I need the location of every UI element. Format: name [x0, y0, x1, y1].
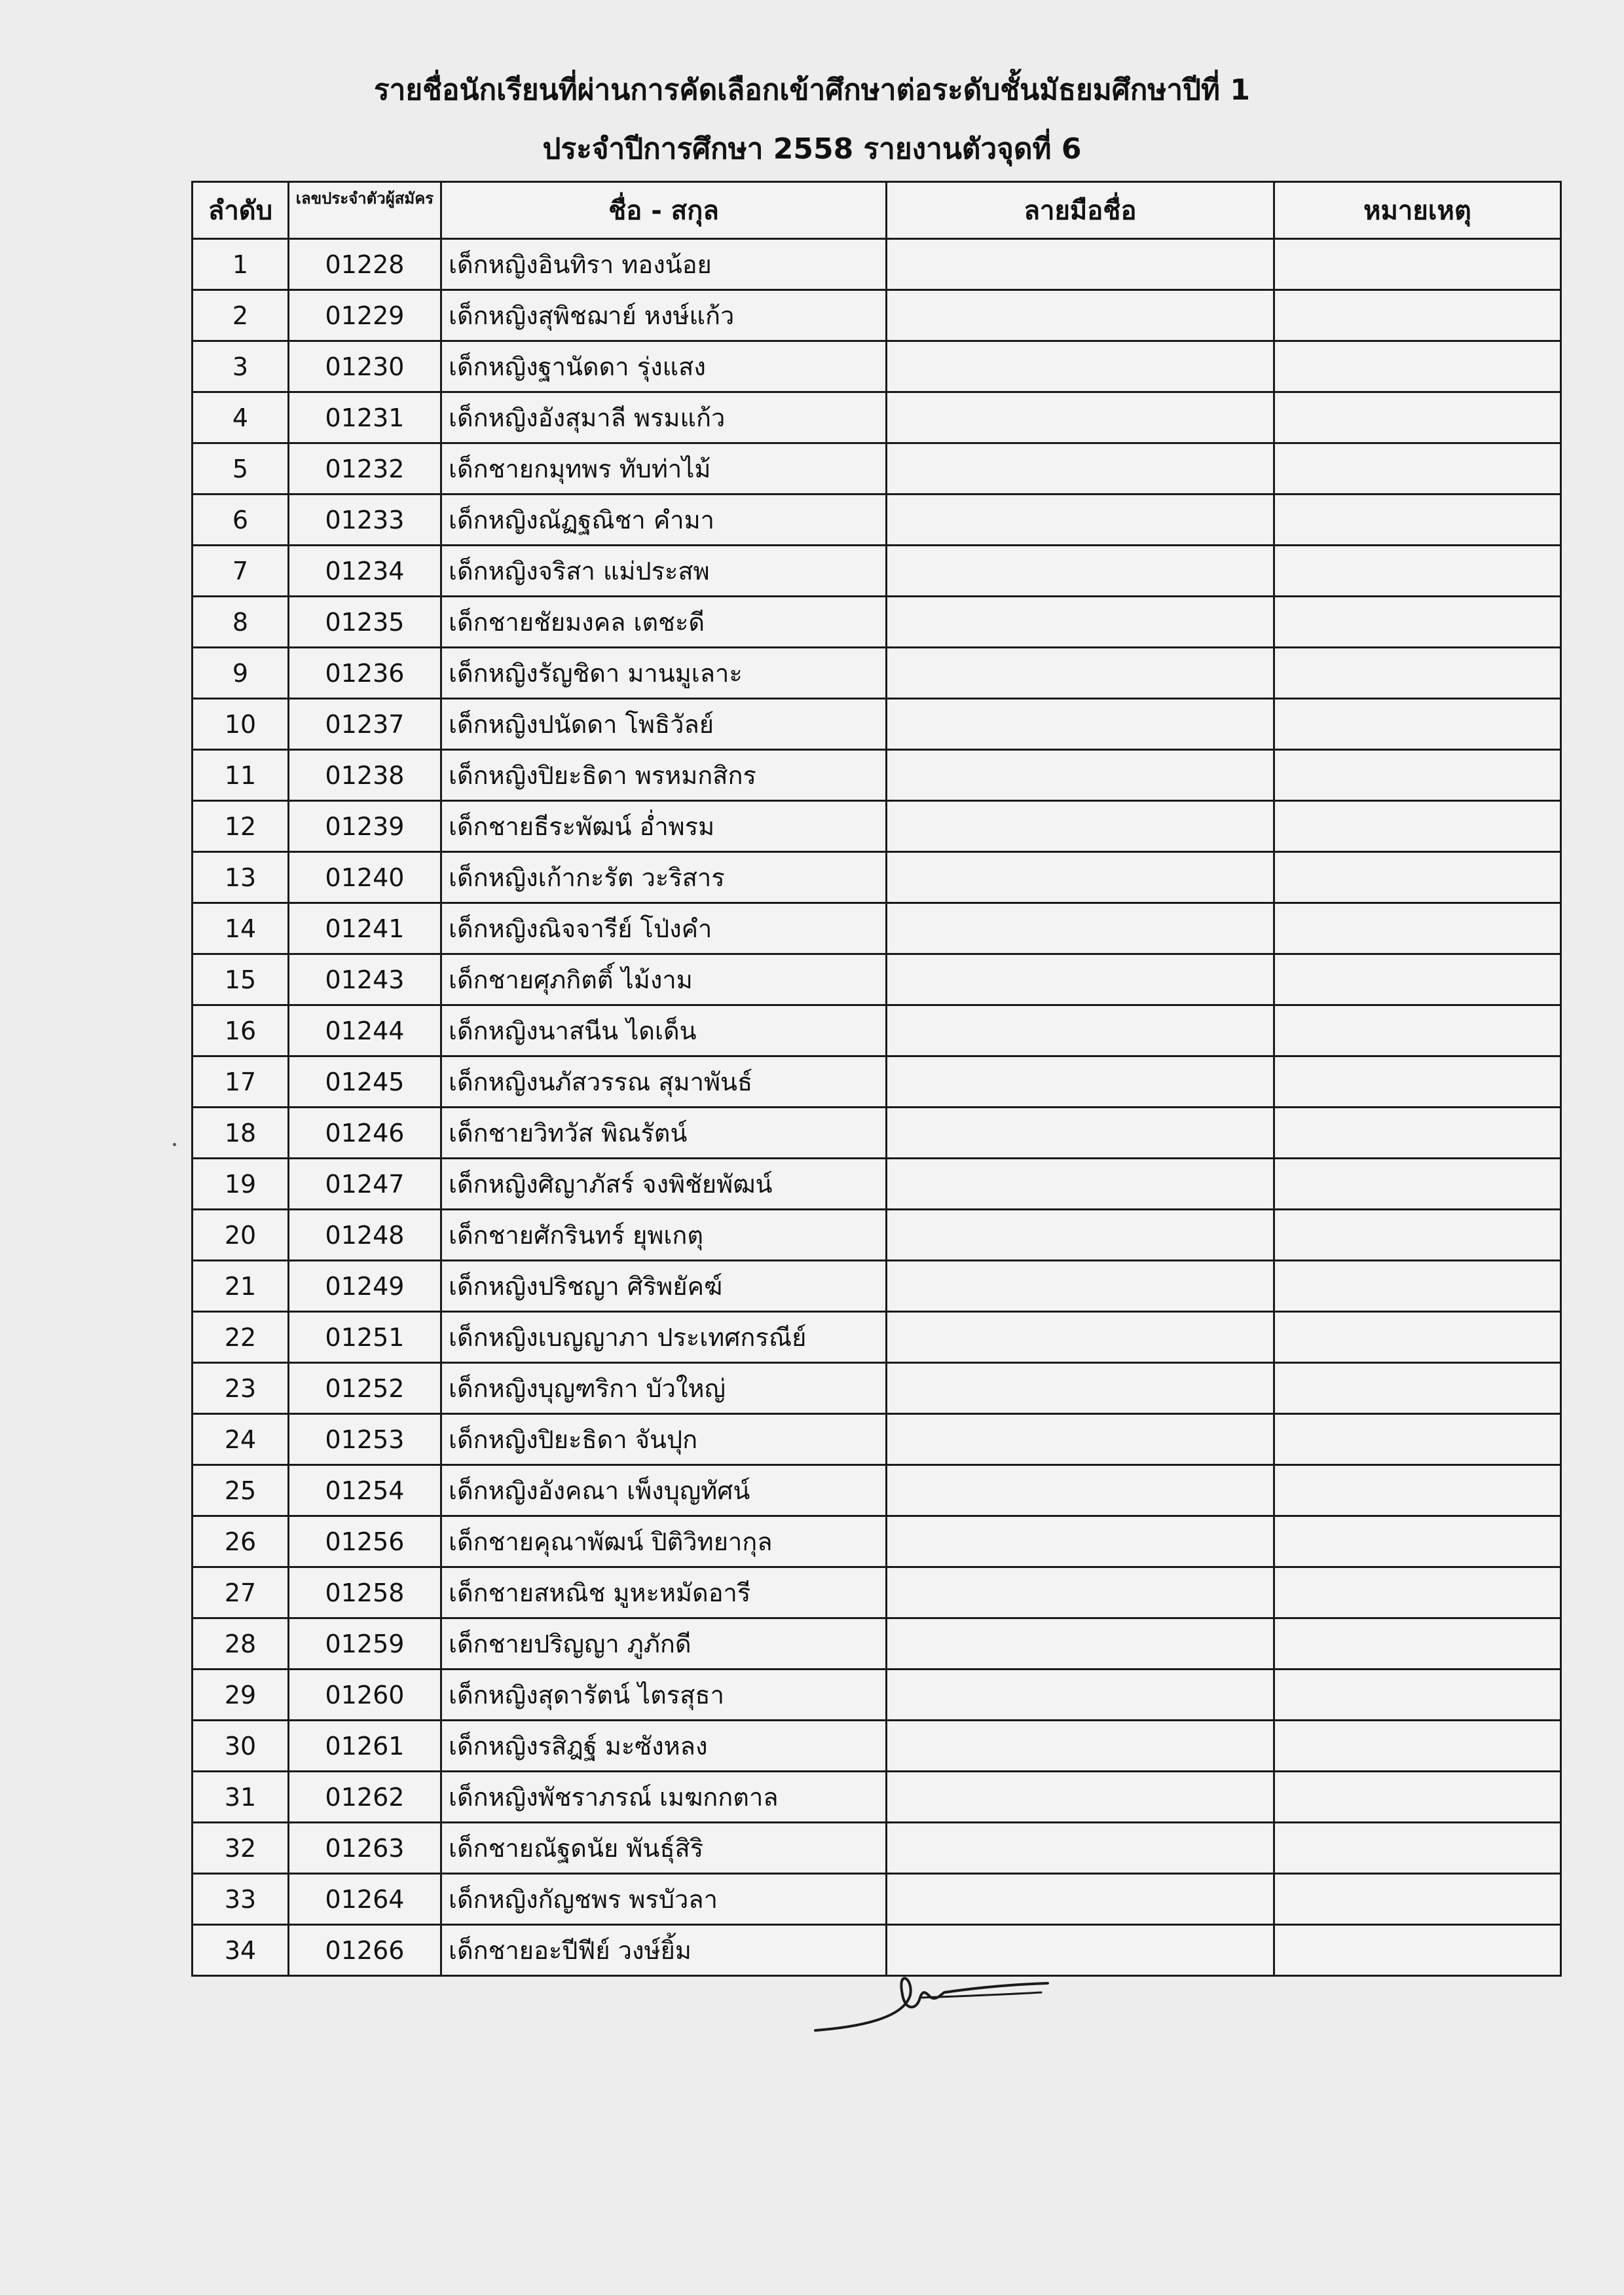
row-order-cell: 11 — [193, 750, 289, 801]
row-signature-cell — [887, 1721, 1274, 1772]
table-row — [193, 1363, 1561, 1414]
table-row — [193, 341, 1561, 392]
table-row — [193, 903, 1561, 954]
table-row — [193, 290, 1561, 341]
row-order-cell: 1 — [193, 239, 289, 290]
row-name-cell: เด็กหญิงศิญาภัสร์ จงพิชัยพัฒน์ — [441, 1159, 887, 1210]
row-applicant-id-cell: 01239 — [289, 801, 441, 852]
row-applicant-id-cell: 01256 — [289, 1516, 441, 1567]
header-signature: ลายมือชื่อ — [887, 182, 1274, 239]
row-order-cell: 18 — [193, 1108, 289, 1159]
row-remark-cell — [1274, 1516, 1561, 1567]
row-signature-cell — [887, 1670, 1274, 1721]
row-order-cell: 19 — [193, 1159, 289, 1210]
row-signature-cell — [887, 954, 1274, 1005]
row-applicant-id-cell: 01229 — [289, 290, 441, 341]
row-name-cell: เด็กหญิงรสิฎฐ์ มะซังหลง — [441, 1721, 887, 1772]
table-row — [193, 1261, 1561, 1312]
row-order-cell: 4 — [193, 392, 289, 443]
row-order-cell: 28 — [193, 1618, 289, 1670]
row-remark-cell — [1274, 290, 1561, 341]
row-order-cell: 25 — [193, 1465, 289, 1516]
row-order-cell: 30 — [193, 1721, 289, 1772]
table-row — [193, 443, 1561, 494]
row-order-cell: 10 — [193, 699, 289, 750]
row-signature-cell — [887, 648, 1274, 699]
row-name-cell: เด็กหญิงนาสนีน ไดเด็น — [441, 1005, 887, 1056]
row-remark-cell — [1274, 1261, 1561, 1312]
row-remark-cell — [1274, 1108, 1561, 1159]
row-remark-cell — [1274, 1056, 1561, 1108]
row-order-cell: 16 — [193, 1005, 289, 1056]
row-applicant-id-cell: 01235 — [289, 597, 441, 648]
row-applicant-id-cell: 01249 — [289, 1261, 441, 1312]
row-order-cell: 23 — [193, 1363, 289, 1414]
row-applicant-id-cell: 01262 — [289, 1772, 441, 1823]
row-signature-cell — [887, 1618, 1274, 1670]
row-signature-cell — [887, 1874, 1274, 1925]
table-row — [193, 239, 1561, 290]
row-signature-cell — [887, 1363, 1274, 1414]
row-applicant-id-cell: 01231 — [289, 392, 441, 443]
row-remark-cell — [1274, 1210, 1561, 1261]
row-signature-cell — [887, 1312, 1274, 1363]
row-signature-cell — [887, 546, 1274, 597]
row-order-cell: 20 — [193, 1210, 289, 1261]
row-remark-cell — [1274, 1159, 1561, 1210]
row-signature-cell — [887, 1823, 1274, 1874]
row-remark-cell — [1274, 1618, 1561, 1670]
table-row — [193, 392, 1561, 443]
row-order-cell: 9 — [193, 648, 289, 699]
row-name-cell: เด็กหญิงพัชราภรณ์ เมฆกกตาล — [441, 1772, 887, 1823]
row-signature-cell — [887, 1159, 1274, 1210]
row-applicant-id-cell: 01246 — [289, 1108, 441, 1159]
table-row — [193, 1210, 1561, 1261]
row-order-cell: 3 — [193, 341, 289, 392]
document-title: รายชื่อนักเรียนที่ผ่านการคัดเลือกเข้าศึกษาต่อระดับชั้นมัธยมศึกษาปีที่ 1 — [374, 73, 1250, 107]
row-signature-cell — [887, 750, 1274, 801]
row-name-cell: เด็กหญิงอินทิรา ทองน้อย — [441, 239, 887, 290]
row-name-cell: เด็กหญิงจริสา แม่ประสพ — [441, 546, 887, 597]
row-remark-cell — [1274, 1823, 1561, 1874]
row-order-cell: 29 — [193, 1670, 289, 1721]
row-order-cell: 32 — [193, 1823, 289, 1874]
table-row — [193, 1312, 1561, 1363]
row-remark-cell — [1274, 648, 1561, 699]
row-name-cell: เด็กชายปริญญา ภูภักดี — [441, 1618, 887, 1670]
row-applicant-id-cell: 01260 — [289, 1670, 441, 1721]
row-order-cell: 21 — [193, 1261, 289, 1312]
row-applicant-id-cell: 01243 — [289, 954, 441, 1005]
table-row — [193, 648, 1561, 699]
row-remark-cell — [1274, 1465, 1561, 1516]
row-applicant-id-cell: 01230 — [289, 341, 441, 392]
row-applicant-id-cell: 01263 — [289, 1823, 441, 1874]
row-name-cell: เด็กหญิงบุญฑริกา บัวใหญ่ — [441, 1363, 887, 1414]
row-name-cell: เด็กชายคุณาพัฒน์ ปิติวิทยากุล — [441, 1516, 887, 1567]
row-remark-cell — [1274, 1670, 1561, 1721]
row-applicant-id-cell: 01245 — [289, 1056, 441, 1108]
table-row — [193, 750, 1561, 801]
row-signature-cell — [887, 443, 1274, 494]
row-name-cell: เด็กชายชัยมงคล เตชะดี — [441, 597, 887, 648]
table-row — [193, 597, 1561, 648]
row-name-cell: เด็กชายกมุทพร ทับท่าไม้ — [441, 443, 887, 494]
row-order-cell: 2 — [193, 290, 289, 341]
table-row — [193, 1465, 1561, 1516]
row-signature-cell — [887, 239, 1274, 290]
table-row — [193, 1108, 1561, 1159]
row-signature-cell — [887, 1465, 1274, 1516]
row-signature-cell — [887, 494, 1274, 546]
header-applicant-id: เลขประจำตัวผู้สมัคร — [289, 182, 441, 239]
row-signature-cell — [887, 1414, 1274, 1465]
row-applicant-id-cell: 01247 — [289, 1159, 441, 1210]
table-row — [193, 1056, 1561, 1108]
table-row — [193, 546, 1561, 597]
row-order-cell: 8 — [193, 597, 289, 648]
row-signature-cell — [887, 1516, 1274, 1567]
row-signature-cell — [887, 903, 1274, 954]
row-applicant-id-cell: 01238 — [289, 750, 441, 801]
row-remark-cell — [1274, 1925, 1561, 1976]
row-applicant-id-cell: 01248 — [289, 1210, 441, 1261]
row-remark-cell — [1274, 1567, 1561, 1618]
row-applicant-id-cell: 01259 — [289, 1618, 441, 1670]
row-remark-cell — [1274, 1874, 1561, 1925]
scan-speck — [173, 1143, 176, 1146]
row-remark-cell — [1274, 597, 1561, 648]
row-name-cell: เด็กหญิงปิยะธิดา จันปุก — [441, 1414, 887, 1465]
table-row — [193, 1567, 1561, 1618]
table-row — [193, 1874, 1561, 1925]
row-signature-cell — [887, 1567, 1274, 1618]
row-remark-cell — [1274, 1721, 1561, 1772]
row-name-cell: เด็กหญิงอังคณา เพ็งบุญทัศน์ — [441, 1465, 887, 1516]
row-applicant-id-cell: 01236 — [289, 648, 441, 699]
table-row — [193, 1925, 1561, 1976]
row-applicant-id-cell: 01266 — [289, 1925, 441, 1976]
row-signature-cell — [887, 1108, 1274, 1159]
row-name-cell: เด็กชายศุภกิตติ์ ไม้งาม — [441, 954, 887, 1005]
row-remark-cell — [1274, 1312, 1561, 1363]
row-applicant-id-cell: 01253 — [289, 1414, 441, 1465]
table-row — [193, 801, 1561, 852]
row-remark-cell — [1274, 1772, 1561, 1823]
row-remark-cell — [1274, 341, 1561, 392]
row-remark-cell — [1274, 239, 1561, 290]
row-order-cell: 17 — [193, 1056, 289, 1108]
row-applicant-id-cell: 01234 — [289, 546, 441, 597]
row-order-cell: 5 — [193, 443, 289, 494]
row-applicant-id-cell: 01237 — [289, 699, 441, 750]
row-name-cell: เด็กหญิงรัญชิดา มานมูเลาะ — [441, 648, 887, 699]
row-name-cell: เด็กหญิงปิยะธิดา พรหมกสิกร — [441, 750, 887, 801]
row-signature-cell — [887, 341, 1274, 392]
header-remark: หมายเหตุ — [1274, 182, 1561, 239]
row-order-cell: 33 — [193, 1874, 289, 1925]
row-remark-cell — [1274, 750, 1561, 801]
row-order-cell: 14 — [193, 903, 289, 954]
row-remark-cell — [1274, 699, 1561, 750]
row-order-cell: 26 — [193, 1516, 289, 1567]
row-signature-cell — [887, 1925, 1274, 1976]
table-body — [193, 239, 1561, 1976]
row-remark-cell — [1274, 954, 1561, 1005]
header-name: ชื่อ - สกุล — [441, 182, 887, 239]
table-row — [193, 494, 1561, 546]
row-remark-cell — [1274, 546, 1561, 597]
row-name-cell: เด็กหญิงปริชญา ศิริพยัคฆ์ — [441, 1261, 887, 1312]
row-applicant-id-cell: 01241 — [289, 903, 441, 954]
row-order-cell: 15 — [193, 954, 289, 1005]
row-order-cell: 6 — [193, 494, 289, 546]
row-name-cell: เด็กหญิงสุพิชฌาย์ หงษ์แก้ว — [441, 290, 887, 341]
row-name-cell: เด็กชายอะปีฟีย์ วงษ์ยิ้ม — [441, 1925, 887, 1976]
row-order-cell: 12 — [193, 801, 289, 852]
row-name-cell: เด็กชายวิทวัส พิณรัตน์ — [441, 1108, 887, 1159]
row-name-cell: เด็กหญิงณิจจารีย์ โป่งคำ — [441, 903, 887, 954]
table-row — [193, 1670, 1561, 1721]
row-remark-cell — [1274, 1005, 1561, 1056]
row-applicant-id-cell: 01228 — [289, 239, 441, 290]
table-row — [193, 1772, 1561, 1823]
table-row — [193, 1414, 1561, 1465]
row-applicant-id-cell: 01232 — [289, 443, 441, 494]
row-remark-cell — [1274, 1414, 1561, 1465]
row-signature-cell — [887, 1056, 1274, 1108]
row-signature-cell — [887, 801, 1274, 852]
student-roster-table — [191, 181, 1562, 1977]
row-remark-cell — [1274, 1363, 1561, 1414]
row-name-cell: เด็กหญิงณัฏฐณิชา คำมา — [441, 494, 887, 546]
row-signature-cell — [887, 290, 1274, 341]
table-row — [193, 1005, 1561, 1056]
row-applicant-id-cell: 01240 — [289, 852, 441, 903]
row-signature-cell — [887, 1005, 1274, 1056]
row-order-cell: 31 — [193, 1772, 289, 1823]
table-row — [193, 1823, 1561, 1874]
row-signature-cell — [887, 392, 1274, 443]
table-row — [193, 1516, 1561, 1567]
row-applicant-id-cell: 01261 — [289, 1721, 441, 1772]
row-name-cell: เด็กหญิงอังสุมาลี พรมแก้ว — [441, 392, 887, 443]
row-applicant-id-cell: 01264 — [289, 1874, 441, 1925]
row-name-cell: เด็กหญิงเบญญาภา ประเทศกรณีย์ — [441, 1312, 887, 1363]
row-remark-cell — [1274, 392, 1561, 443]
row-order-cell: 13 — [193, 852, 289, 903]
row-remark-cell — [1274, 801, 1561, 852]
row-order-cell: 7 — [193, 546, 289, 597]
row-name-cell: เด็กชายศักรินทร์ ยุพเกตุ — [441, 1210, 887, 1261]
row-order-cell: 34 — [193, 1925, 289, 1976]
row-order-cell: 24 — [193, 1414, 289, 1465]
row-signature-cell — [887, 1772, 1274, 1823]
table-row — [193, 1618, 1561, 1670]
row-remark-cell — [1274, 903, 1561, 954]
row-remark-cell — [1274, 852, 1561, 903]
row-name-cell: เด็กชายสหณิช มูหะหมัดอารี — [441, 1567, 887, 1618]
row-applicant-id-cell: 01258 — [289, 1567, 441, 1618]
row-signature-cell — [887, 699, 1274, 750]
row-signature-cell — [887, 1261, 1274, 1312]
row-order-cell: 27 — [193, 1567, 289, 1618]
row-applicant-id-cell: 01233 — [289, 494, 441, 546]
table-header-row — [193, 182, 1561, 239]
table-row — [193, 954, 1561, 1005]
row-name-cell: เด็กหญิงฐานัดดา รุ่งแสง — [441, 341, 887, 392]
row-remark-cell — [1274, 494, 1561, 546]
row-applicant-id-cell: 01251 — [289, 1312, 441, 1363]
row-name-cell: เด็กหญิงปนัดดา โพธิวัลย์ — [441, 699, 887, 750]
row-applicant-id-cell: 01244 — [289, 1005, 441, 1056]
row-name-cell: เด็กหญิงเก้ากะรัต วะริสาร — [441, 852, 887, 903]
table-row — [193, 1721, 1561, 1772]
row-applicant-id-cell: 01252 — [289, 1363, 441, 1414]
row-name-cell: เด็กหญิงสุดารัตน์ ไตรสุธา — [441, 1670, 887, 1721]
row-order-cell: 22 — [193, 1312, 289, 1363]
header-order: ลำดับ — [193, 182, 289, 239]
document-subtitle: ประจำปีการศึกษา 2558 รายงานตัวจุดที่ 6 — [542, 132, 1082, 166]
table-row — [193, 1159, 1561, 1210]
row-signature-cell — [887, 1210, 1274, 1261]
row-applicant-id-cell: 01254 — [289, 1465, 441, 1516]
row-name-cell: เด็กชายณัฐดนัย พันธุ์สิริ — [441, 1823, 887, 1874]
row-name-cell: เด็กหญิงกัญชพร พรบัวลา — [441, 1874, 887, 1925]
row-name-cell: เด็กหญิงนภัสวรรณ สุมาพันธ์ — [441, 1056, 887, 1108]
row-signature-cell — [887, 852, 1274, 903]
table-row — [193, 852, 1561, 903]
table-row — [193, 699, 1561, 750]
row-remark-cell — [1274, 443, 1561, 494]
row-signature-cell — [887, 597, 1274, 648]
row-name-cell: เด็กชายธีระพัฒน์ อ่ำพรม — [441, 801, 887, 852]
